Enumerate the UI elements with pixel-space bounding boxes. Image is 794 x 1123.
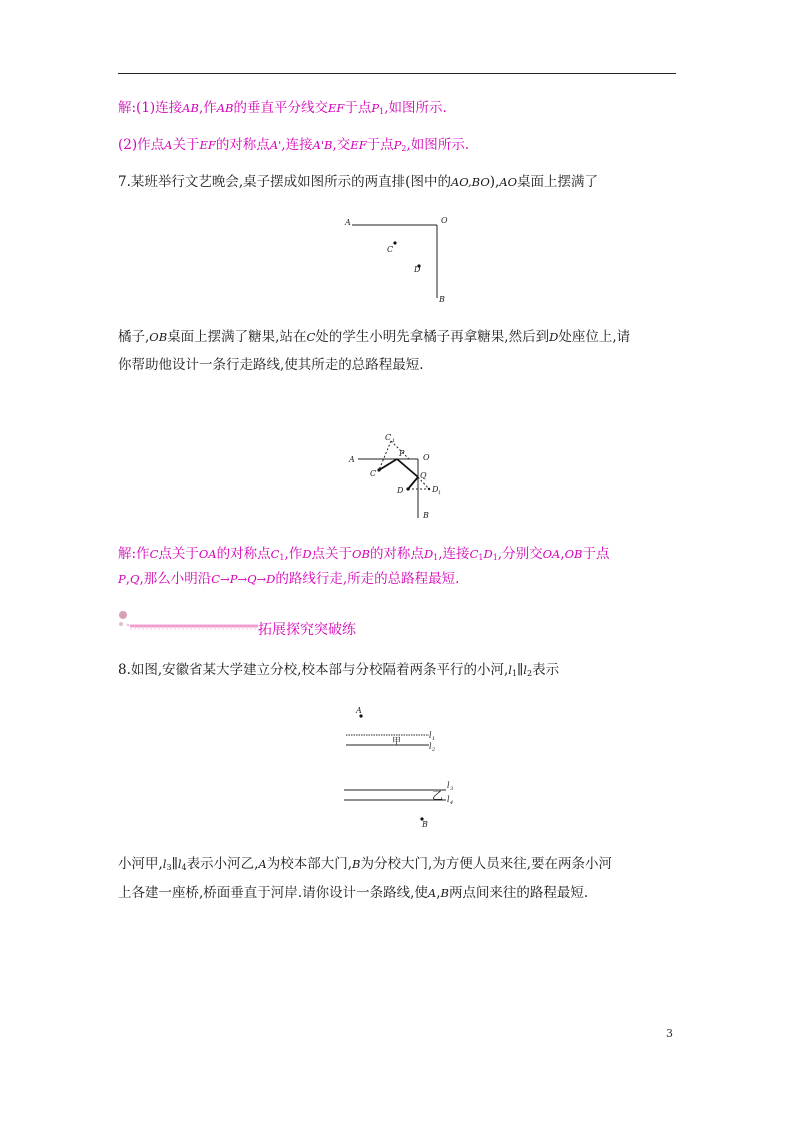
fig1-label-D: D (414, 265, 421, 274)
fig1-label-B: B (439, 295, 445, 304)
svg-text:4: 4 (450, 800, 454, 806)
svg-text:2: 2 (432, 747, 436, 753)
question8-line3: 上各建一座桥,桥面垂直于河岸.请你设计一条路线,使A,B两点间来往的路程最短. (118, 885, 589, 901)
fig3-label-A: A (356, 706, 362, 715)
question7-solution-figure (345, 430, 455, 522)
solution7-line2: P,Q,那么小明沿C→P→Q→D的路线行走,所走的总路程最短. (118, 571, 460, 587)
fig2-label-Q: Q (420, 471, 427, 480)
solution6-line1: 解:(1)连接AB,作AB的垂直平分线交EF于点$P_1$,如图所示. (118, 100, 447, 116)
question8-line2: 小河甲$,l_3\parallel l_4$表示小河乙,A为校本部大门,B为分校大门,为方便人员来往,要在两条小河 (118, 856, 613, 872)
fig2-label-A: A (349, 455, 355, 464)
fig3-label-jia: 甲 (392, 737, 402, 747)
section-title: 拓展探究突破练 (258, 622, 356, 638)
question7-figure (340, 212, 460, 307)
solution6-line2: (2)作点A关于EF的对称点A',连接A'B,交EF于点$P_2$,如图所示. (118, 137, 470, 153)
fig2-label-C: C (370, 469, 377, 478)
fig1-label-A: A (345, 218, 351, 227)
fig2-label-O: O (423, 453, 430, 462)
fig1-label-O: O (441, 216, 448, 225)
question7-line1: 7.某班举行文艺晚会,桌子摆成如图所示的两直排(图中的AO,BO),AO桌面上摆满了 (118, 174, 599, 190)
question8-figure (336, 702, 466, 830)
fig3-label-B: B (422, 820, 428, 829)
fig3-label-yi: 乙 (432, 789, 443, 802)
fig2-label-B: B (423, 511, 429, 520)
question7-line2: 橘子,OB桌面上摆满了糖果,站在C处的学生小明先拿橘子再拿糖果,然后到D处座位上,请 (118, 329, 631, 345)
page-number: 3 (666, 1027, 673, 1040)
fig3-label-l4: l (447, 795, 450, 804)
question7-line3: 你帮助他设计一条行走路线,使其所走的总路程最短. (118, 357, 424, 373)
svg-text:1: 1 (432, 736, 436, 742)
fig3-label-l1: l (429, 731, 432, 740)
fig1-label-C: C (387, 245, 394, 254)
svg-text:1: 1 (392, 438, 396, 444)
fig2-label-P: P (399, 449, 405, 458)
fig3-label-l3: l (447, 781, 450, 790)
fig3-label-l2: l (429, 742, 432, 751)
svg-text:3: 3 (450, 786, 454, 792)
header-rule (118, 73, 676, 74)
fig2-label-C1: C (385, 433, 392, 442)
fig2-label-D: D (397, 486, 404, 495)
fig2-label-D1: D (432, 485, 439, 494)
question8-line1: 8.如图,安徽省某大学建立分校,校本部与分校隔着两条平行的小河$,l_1\parallel l_2$表示 (118, 662, 560, 678)
solution7-line1: 解:作C点关于OA的对称点$C_1$,作D点关于OB的对称点$D_1$,连接$C_1D_1$,分别交OA,OB于点 (118, 546, 610, 562)
section-banner-decoration (116, 608, 261, 634)
svg-text:1: 1 (438, 490, 442, 496)
